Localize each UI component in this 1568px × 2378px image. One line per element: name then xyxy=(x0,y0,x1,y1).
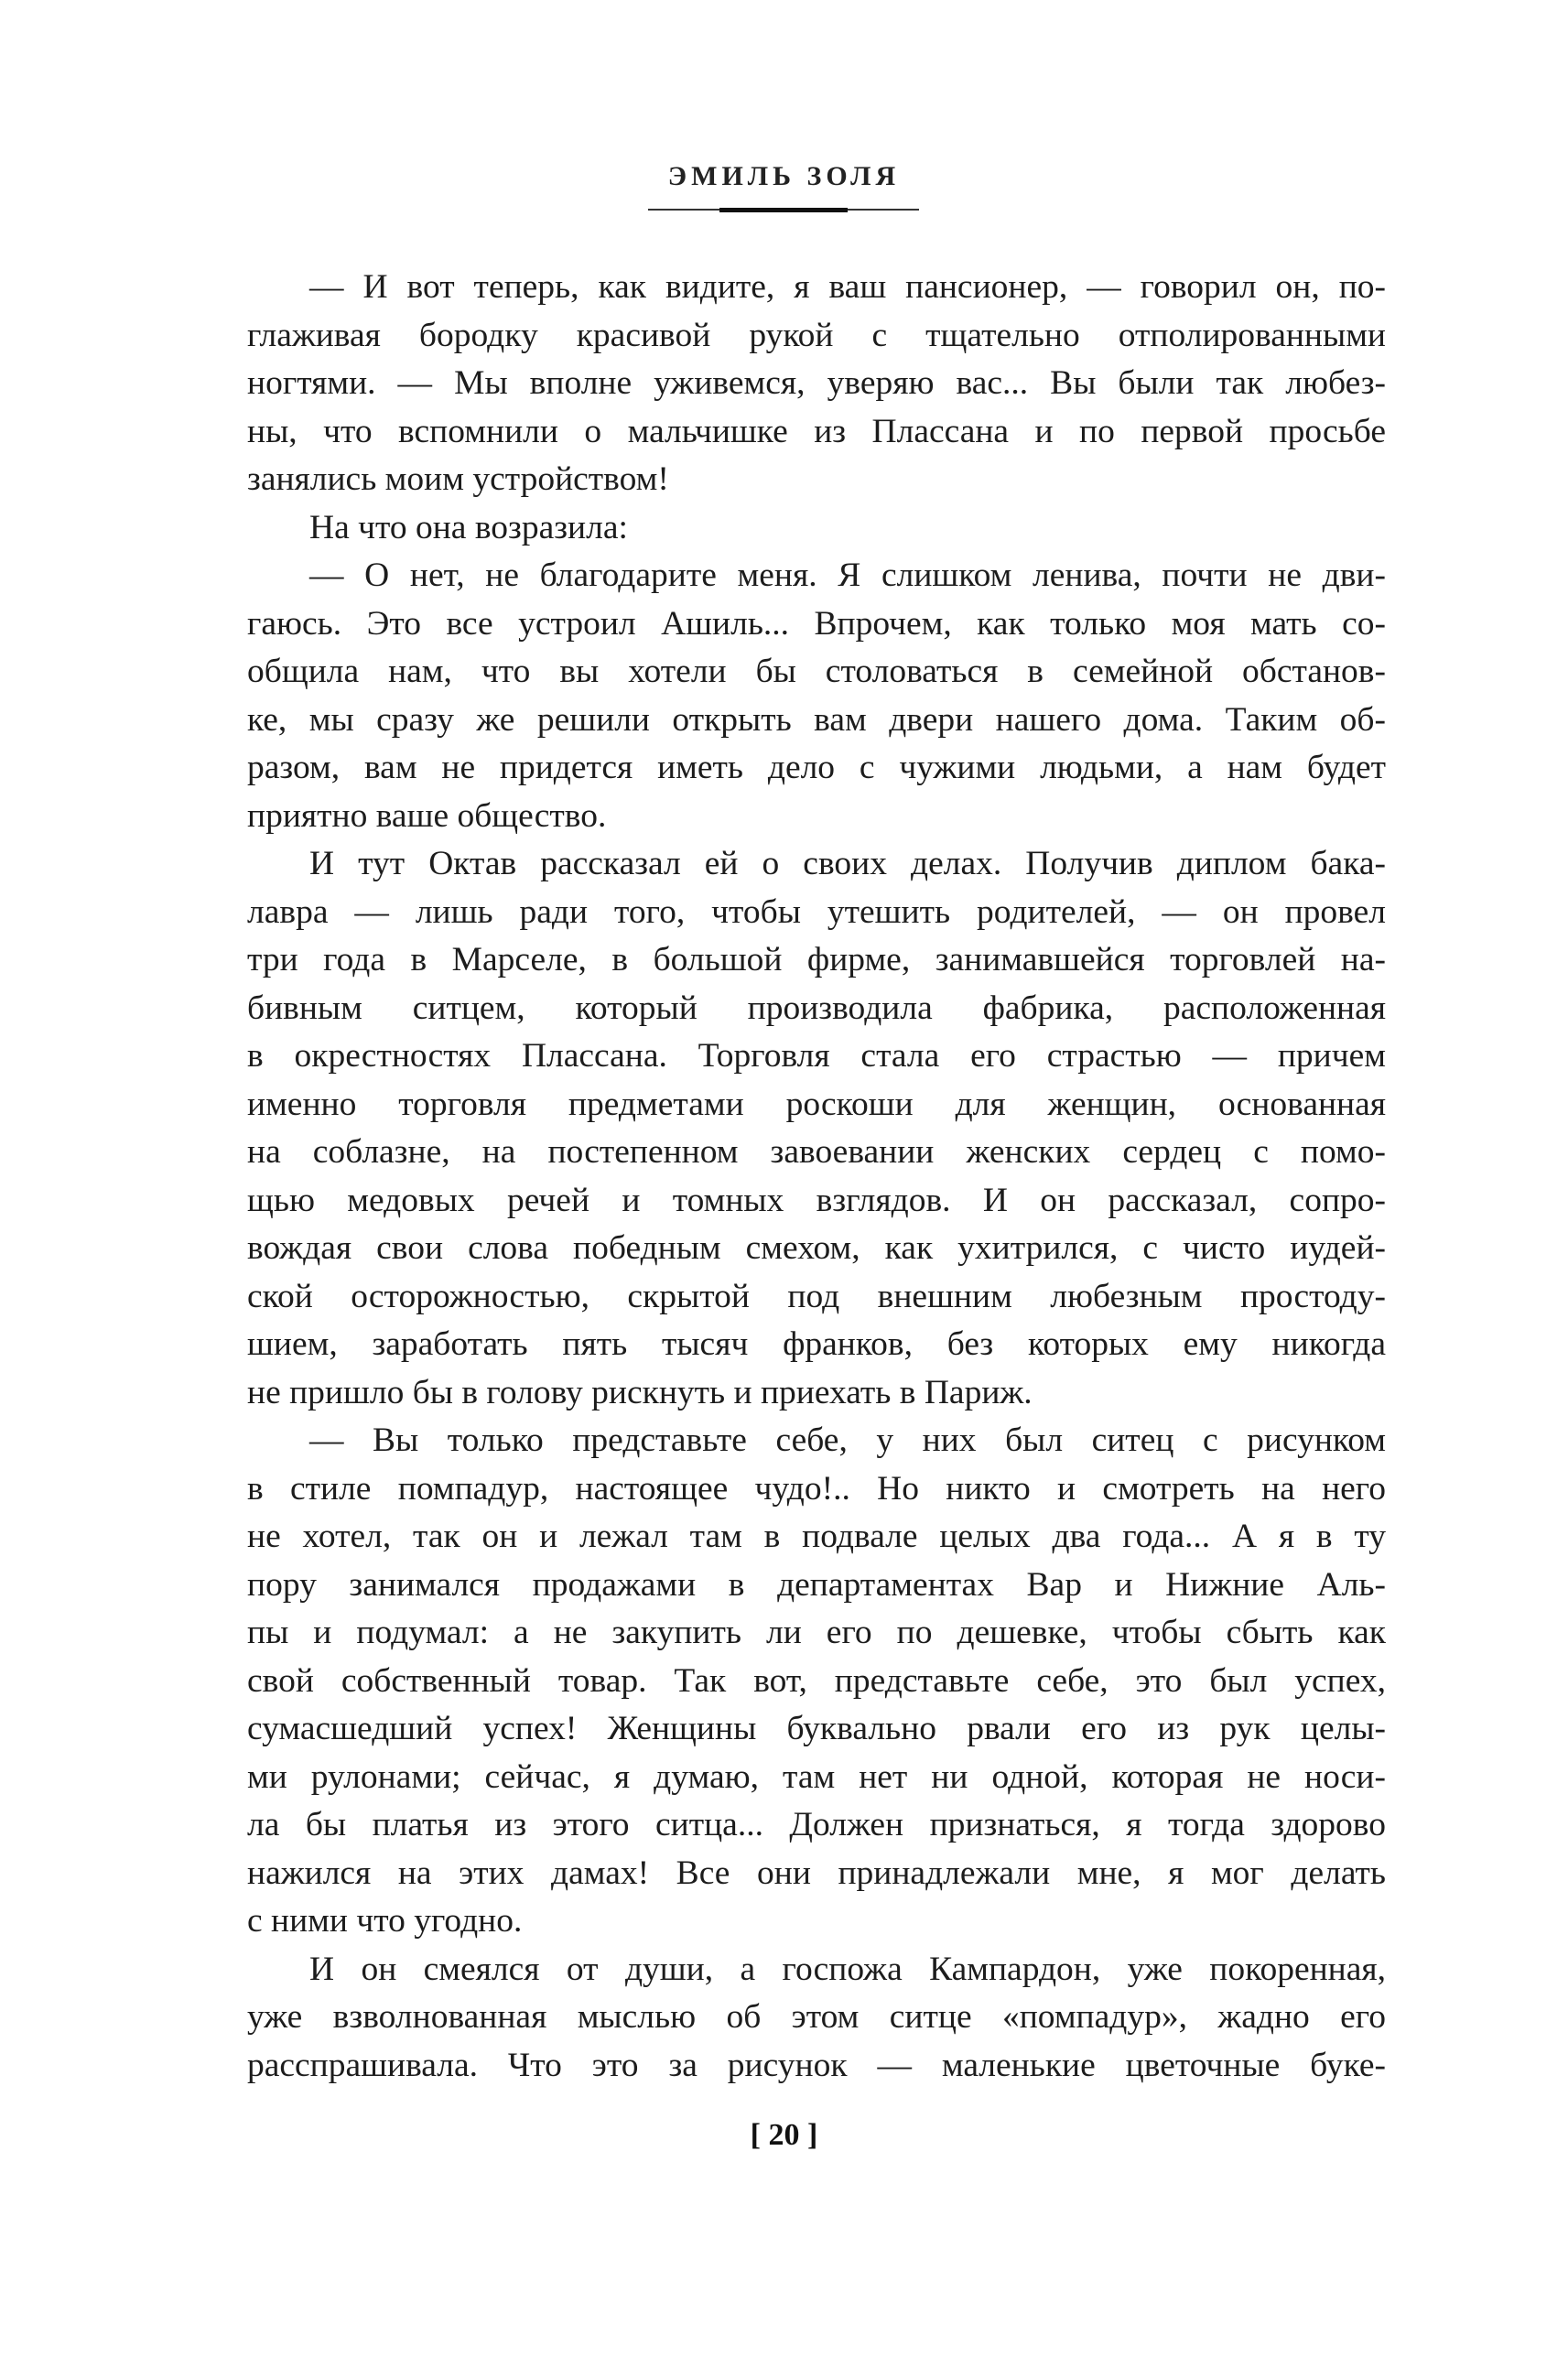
text-line: — О нет, не благодарите меня. Я слишком ленива, почти не дви- xyxy=(309,557,1386,594)
text-line: пы и подумал: а не закупить ли его по дешевке, чтобы сбыть как xyxy=(247,1614,1386,1651)
paragraph-1 xyxy=(247,264,1386,504)
text-line: ла бы платья из этого ситца... Должен признаться, я тогда здорово xyxy=(247,1806,1386,1843)
text-line: именно торговля предметами роскоши для женщин, основанная xyxy=(247,1085,1386,1123)
text-line: три года в Марселе, в большой фирме, занимавшейся торговлей на- xyxy=(247,941,1386,978)
text-line: приятно ваше общество. xyxy=(247,796,607,835)
text-line: — Вы только представьте себе, у них был ситец с рисунком xyxy=(309,1421,1386,1459)
text-line: шием, заработать пять тысяч франков, без которых ему никогда xyxy=(247,1325,1386,1363)
text-line: — И вот теперь, как видите, я ваш пансионер, — говорил он, по- xyxy=(309,268,1386,306)
text-line: ногтями. — Мы вполне уживемся, уверяю вас... Вы были так любез- xyxy=(247,364,1386,402)
page-number xyxy=(0,2118,1568,2153)
text-line: уже взволнованная мыслью об этом ситце «помпадур», жадно его xyxy=(247,1998,1386,2036)
text-line: общила нам, что вы хотели бы столоваться в семейной обстанов- xyxy=(247,653,1386,690)
text-line: вождая свои слова победным смехом, как ухитрился, с чисто иудей- xyxy=(247,1229,1386,1267)
paragraph-5 xyxy=(247,1417,1386,1946)
text-line: щью медовых речей и томных взглядов. И он рассказал, сопро- xyxy=(247,1181,1386,1219)
text-line: И тут Октав рассказал ей о своих делах. Получив диплом бака- xyxy=(309,845,1386,882)
running-head: ЭМИЛЬ ЗОЛЯ xyxy=(667,161,901,191)
text-line: нажился на этих дамах! Все они принадлежали мне, я мог делать xyxy=(247,1854,1386,1892)
text-line: разом, вам не придется иметь дело с чужими людьми, а нам будет xyxy=(247,749,1386,786)
text-line: с ними что угодно. xyxy=(247,1902,523,1940)
text-line: сумасшедший успех! Женщины буквально рвали его из рук целы- xyxy=(247,1710,1386,1747)
text-line: гаюсь. Это все устроил Ашиль... Впрочем, как только моя мать со- xyxy=(247,604,1386,643)
text-line: бивным ситцем, который производила фабрика, расположенная xyxy=(247,989,1386,1027)
text-line: глаживая бородку красивой рукой с тщательно отполированными xyxy=(247,316,1386,354)
paragraph-4 xyxy=(247,840,1386,1417)
text-line: ской осторожностью, скрытой под внешним любезным простоду- xyxy=(247,1277,1386,1315)
page-number-bracket-close: ] xyxy=(807,2118,818,2152)
text-line: занялись моим устройством! xyxy=(247,460,669,498)
text-line: не хотел, так он и лежал там в подвале целых два года... А я в ту xyxy=(247,1518,1386,1555)
text-line: лавра — лишь ради того, чтобы утешить родителей, — он провел xyxy=(247,892,1386,931)
text-line: И он смеялся от души, а госпожа Кампардон, уже покоренная, xyxy=(309,1950,1386,1988)
text-line: ми рулонами; сейчас, я думаю, там нет ни одной, которая не носи- xyxy=(247,1757,1386,1796)
page-number-value: 20 xyxy=(768,2118,800,2152)
page-number-bracket-open: [ xyxy=(750,2118,761,2152)
text-line: не пришло бы в голову рискнуть и приехать в Париж. xyxy=(247,1373,1033,1411)
text-line: в окрестностях Плассана. Торговля стала его страстью — причем xyxy=(247,1037,1386,1075)
text-line: в стиле помпадур, настоящее чудо!.. Но никто и смотреть на него xyxy=(247,1469,1386,1508)
paragraph-3 xyxy=(247,552,1386,840)
paragraph-2 xyxy=(247,504,1386,553)
text-line: На что она возразила: xyxy=(309,508,628,546)
text-line: расспрашивала. Что это за рисунок — маленькие цветочные буке- xyxy=(247,2046,1386,2084)
body-text xyxy=(247,264,1386,2090)
text-line: на соблазне, на постепенном завоевании женских сердец с помо- xyxy=(247,1133,1386,1171)
text-line: ке, мы сразу же решили открыть вам двери нашего дома. Таким об- xyxy=(247,700,1386,739)
paragraph-6 xyxy=(247,1946,1386,2091)
text-line: ны, что вспомнили о мальчишке из Плассана и по первой просьбе xyxy=(247,412,1386,450)
text-line: свой собственный товар. Так вот, представьте себе, это был успех, xyxy=(247,1661,1386,1700)
text-line: пору занимался продажами в департаментах Вар и Нижние Аль- xyxy=(247,1565,1386,1604)
running-head-rule-accent xyxy=(719,208,848,212)
